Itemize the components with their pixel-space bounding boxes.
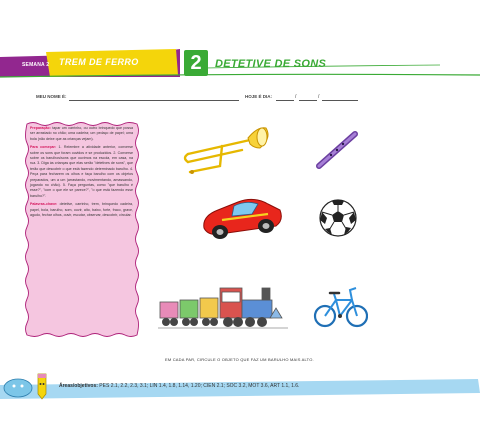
section-title: TREM DE FERRO (59, 57, 139, 67)
prep-heading: Preparação: (30, 126, 51, 130)
objectives-text: PES 2.1, 2.2, 2.3, 3.1; LIN 1.4, 1.8, 1.14, 1.20; CIEN 2.1; SOC 3.2, MOT 3.6, ART 1.1, 1.6. (99, 383, 300, 389)
footer-band (0, 375, 480, 405)
date-month-line[interactable] (299, 100, 317, 101)
race-car-icon[interactable] (198, 190, 286, 244)
date-day-line[interactable] (276, 100, 294, 101)
toy-train-icon[interactable] (158, 282, 290, 334)
keywords-text: detetive, carrinho, trem, brinquedo cadeira, papel, bola, barulho, som, ouvir, alto, baixo, forte, fraco, grave, agudo, fechar olhos, ouvir, escutar, observar, descobrir, circular. (30, 202, 133, 218)
objectives-line (59, 383, 299, 389)
start-text: 1. Relembre a atividade anterior, converse sobre os sons que foram ouvidos e se produzidos. 2. Converse sobre os barulhos/sons que ouvimos na escola, em casa, na rua. 3. Diga às crianças que elas serão "detetives de sons", que terão que descobrir o que está fazendo determinado barulho. 4. Peça para fecharem os olhos e faça barulho com os objetos preparados, um a um (arrastando, movimentando, amassando, jogando no chão). 5. Faça perguntas, como "que barulho é esse?", "com o que ele se parece?", "o que está fazendo esse barulho?". (30, 145, 133, 198)
objectives-label: Áreas/objetivos: (59, 383, 98, 389)
name-label: MEU NOME É: (36, 94, 67, 99)
instructions-text (30, 126, 133, 222)
date-separator-2: / (318, 94, 320, 100)
prep-text: tapar um carrinho, ou outro brinquedo que possa ser arrastado no chão; uma cadeira; um pedaço de papel; uma bola (não deixe que as crianças vejam). (30, 126, 134, 141)
date-label: HOJE É DIA: (245, 94, 273, 99)
date-separator-1: / (295, 94, 297, 100)
bicycle-icon[interactable] (312, 276, 368, 332)
keywords-heading: Palavras-chave: (30, 202, 58, 207)
pencil-mascot-icon (2, 370, 56, 400)
trombone-icon[interactable] (180, 124, 280, 176)
week-label: SEMANA 2 (22, 62, 50, 68)
soccer-ball-icon[interactable] (318, 198, 358, 238)
activity-title: DETETIVE DE SONS (215, 58, 327, 70)
flute-icon[interactable] (313, 128, 361, 172)
activity-number: 2 (184, 50, 208, 76)
start-heading: Para começar: (30, 145, 57, 150)
date-year-line[interactable] (322, 100, 358, 101)
name-line[interactable] (69, 100, 239, 101)
exercise-caption: EM CADA PAR, CIRCULE O OBJETO QUE FAZ UM BARULHO MAIS ALTO. (165, 357, 314, 362)
